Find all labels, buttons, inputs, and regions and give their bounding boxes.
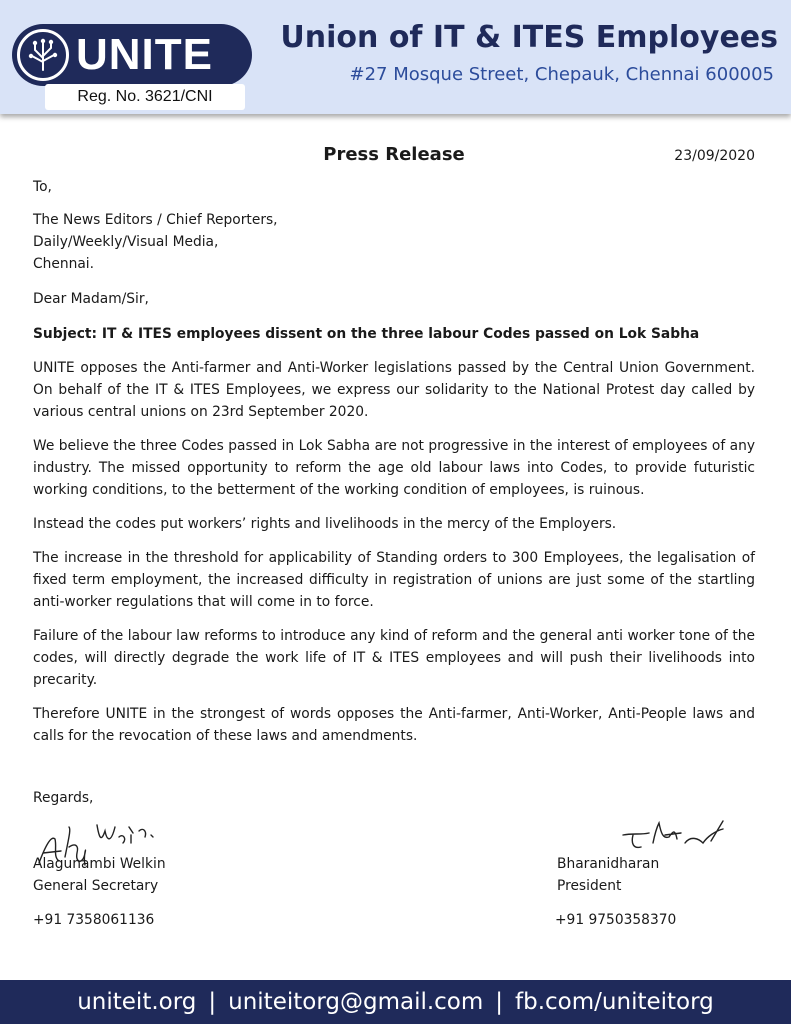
footer-email-link[interactable]: uniteitorg@gmail.com: [228, 989, 484, 1015]
recipient-line: Chennai.: [33, 256, 95, 272]
letter-body: [33, 140, 755, 969]
signatory-role: President: [557, 878, 622, 894]
unite-logo: [12, 24, 252, 86]
footer-bar: [0, 980, 791, 1024]
organization-address: #27 Mosque Street, Chepauk, Chennai 600005: [349, 64, 774, 85]
signatory-name: Bharanidharan: [557, 856, 660, 872]
body-paragraph: Instead the codes put workers’ rights and livelihoods in the mercy of the Employers.: [33, 516, 617, 532]
logo-text: UNITE: [76, 30, 213, 79]
body-paragraph: The increase in the threshold for applicability of Standing orders to 300 Employees, the legalisation of fixed term employment, the increased difficulty in registration of unions are just some of the startling anti-worker regulations that will come in to force.: [33, 550, 755, 610]
closing-regards: Regards,: [33, 790, 94, 806]
document-title: Press Release: [323, 144, 465, 165]
body-paragraph: UNITE opposes the Anti-farmer and Anti-Worker legislations passed by the Central Union Government. On behalf of the IT & ITES Employees, we express our solidarity to the National Protest day called by various central unions on 23rd September 2020.: [33, 360, 755, 420]
body-paragraph: We believe the three Codes passed in Lok Sabha are not progressive in the interest of employees of any industry. The missed opportunity to reform the age old labour laws into Codes, to provide futuristic working conditions, to the betterment of the working condition of employees, is ruinous.: [33, 438, 755, 498]
footer-separator: |: [495, 989, 504, 1015]
footer-facebook-link[interactable]: fb.com/uniteitorg: [515, 989, 714, 1015]
signatory-phone: +91 9750358370: [555, 912, 677, 928]
signature-image: [619, 817, 749, 857]
document-date: 23/09/2020: [674, 148, 755, 164]
body-paragraph: Therefore UNITE in the strongest of words opposes the Anti-farmer, Anti-Worker, Anti-People laws and calls for the revocation of these laws and amendments.: [33, 706, 755, 744]
circuit-tree-icon: [17, 29, 69, 81]
body-paragraph: Failure of the labour law reforms to introduce any kind of reform and the general anti worker tone of the codes, will directly degrade the work life of IT & ITES employees and will push their livelihoods into precarity.: [33, 628, 755, 688]
signatory-role: General Secretary: [33, 878, 159, 894]
recipient-line: Daily/Weekly/Visual Media,: [33, 234, 219, 250]
greeting: Dear Madam/Sir,: [33, 291, 149, 307]
signatory-name: Alagunambi Welkin: [33, 856, 166, 872]
signature-section: [33, 809, 755, 969]
organization-name: Union of IT & ITES Employees: [280, 20, 778, 55]
footer-separator: |: [208, 989, 217, 1015]
recipient-line: The News Editors / Chief Reporters,: [33, 212, 278, 228]
salutation-to: To,: [33, 179, 52, 195]
letterhead: [0, 0, 791, 114]
subject-line: Subject: IT & ITES employees dissent on the three labour Codes passed on Lok Sabha: [33, 326, 700, 342]
signatory-phone: +91 7358061136: [33, 912, 155, 928]
registration-number: Reg. No. 3621/CNI: [45, 84, 245, 110]
footer-website-link[interactable]: uniteit.org: [77, 989, 197, 1015]
title-row: [33, 140, 755, 172]
recipient-block: [33, 209, 755, 275]
